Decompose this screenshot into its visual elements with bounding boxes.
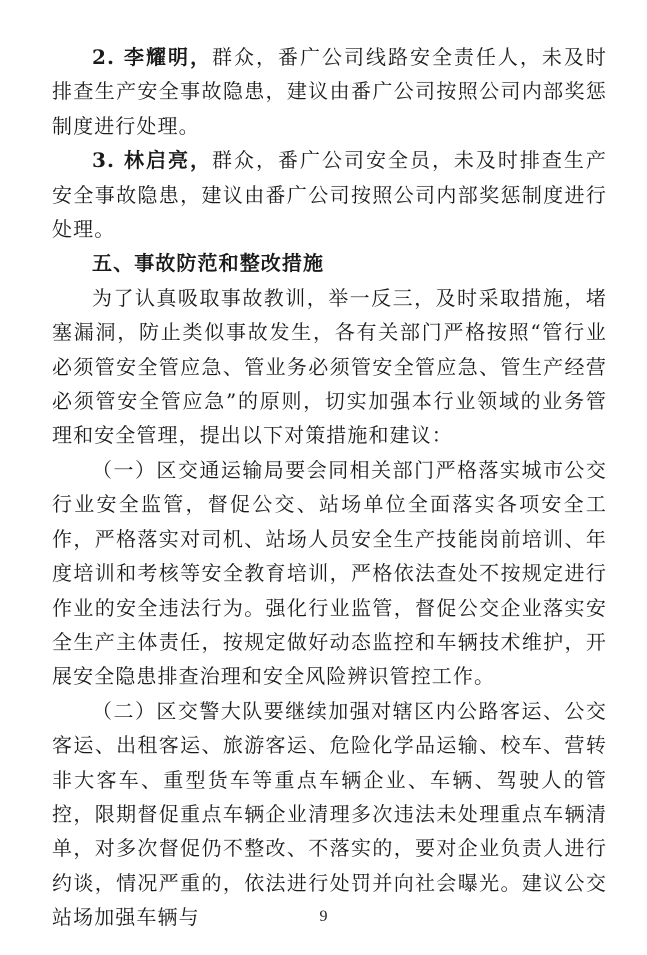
- paragraph-measure-transport-bureau: （一）区交通运输局要会同相关部门严格落实城市公交行业安全监管，督促公交、站场单位全面落实各项安全工作，严格落实对司机、站场人员安全生产技能岗前培训、年度培训和考核等安全教育培训，严格依法查处不按规定进行作业的安全违法行为。强化行业监管，督促公交企业落实安全生产主体责任，按规定做好动态监控和车辆技术维护，开展安全隐患排查治理和安全风险辨识管控工作。: [52, 457, 607, 689]
- section-heading-prevention-measures: 五、事故防范和整改措施: [92, 251, 325, 276]
- person-name-li-yaoming: 2. 李耀明，: [92, 45, 213, 69]
- person-name-lin-qiliang: 3. 林启亮，: [92, 148, 213, 173]
- page-number: 9: [319, 908, 328, 925]
- responsibility-text-lin-qiliang: 群众，番广公司安全员，未及时排查生产安全事故隐患，建议由番广公司按照公司内部奖惩制度进行处理。: [52, 148, 607, 242]
- paragraph-measure-traffic-police: （二）区交警大队要继续加强对辖区内公路客运、公交客运、出租客运、旅游客运、危险化学品运输、校车、营转非大客车、重型货车等重点车辆企业、车辆、驾驶人的管控，限期督促重点车辆企业清理多次违法未处理重点车辆清单，对多次督促仍不整改、不落实的，要对企业负责人进行约谈，情况严重的，依法进行处罚并向社会曝光。建议公交站场加强车辆与: [52, 698, 607, 930]
- paragraph-responsibility-li-yaoming: [52, 40, 607, 143]
- responsibility-text-li-yaoming: 群众，番广公司线路安全责任人，未及时排查生产安全事故隐患，建议由番广公司按照公司内部奖惩制度进行处理。: [52, 45, 607, 138]
- paragraph-measures-intro: 为了认真吸取事故教训，举一反三，及时采取措施，堵塞漏洞，防止类似事故发生，各有关部门严格按照“管行业必须管安全管应急、管业务必须管安全管应急、管生产经营必须管安全管应急”的原则，切实加强本行业领域的业务管理和安全管理，提出以下对策措施和建议：: [52, 285, 607, 448]
- document-body: [52, 40, 607, 935]
- paragraph-responsibility-lin-qiliang: [52, 143, 607, 246]
